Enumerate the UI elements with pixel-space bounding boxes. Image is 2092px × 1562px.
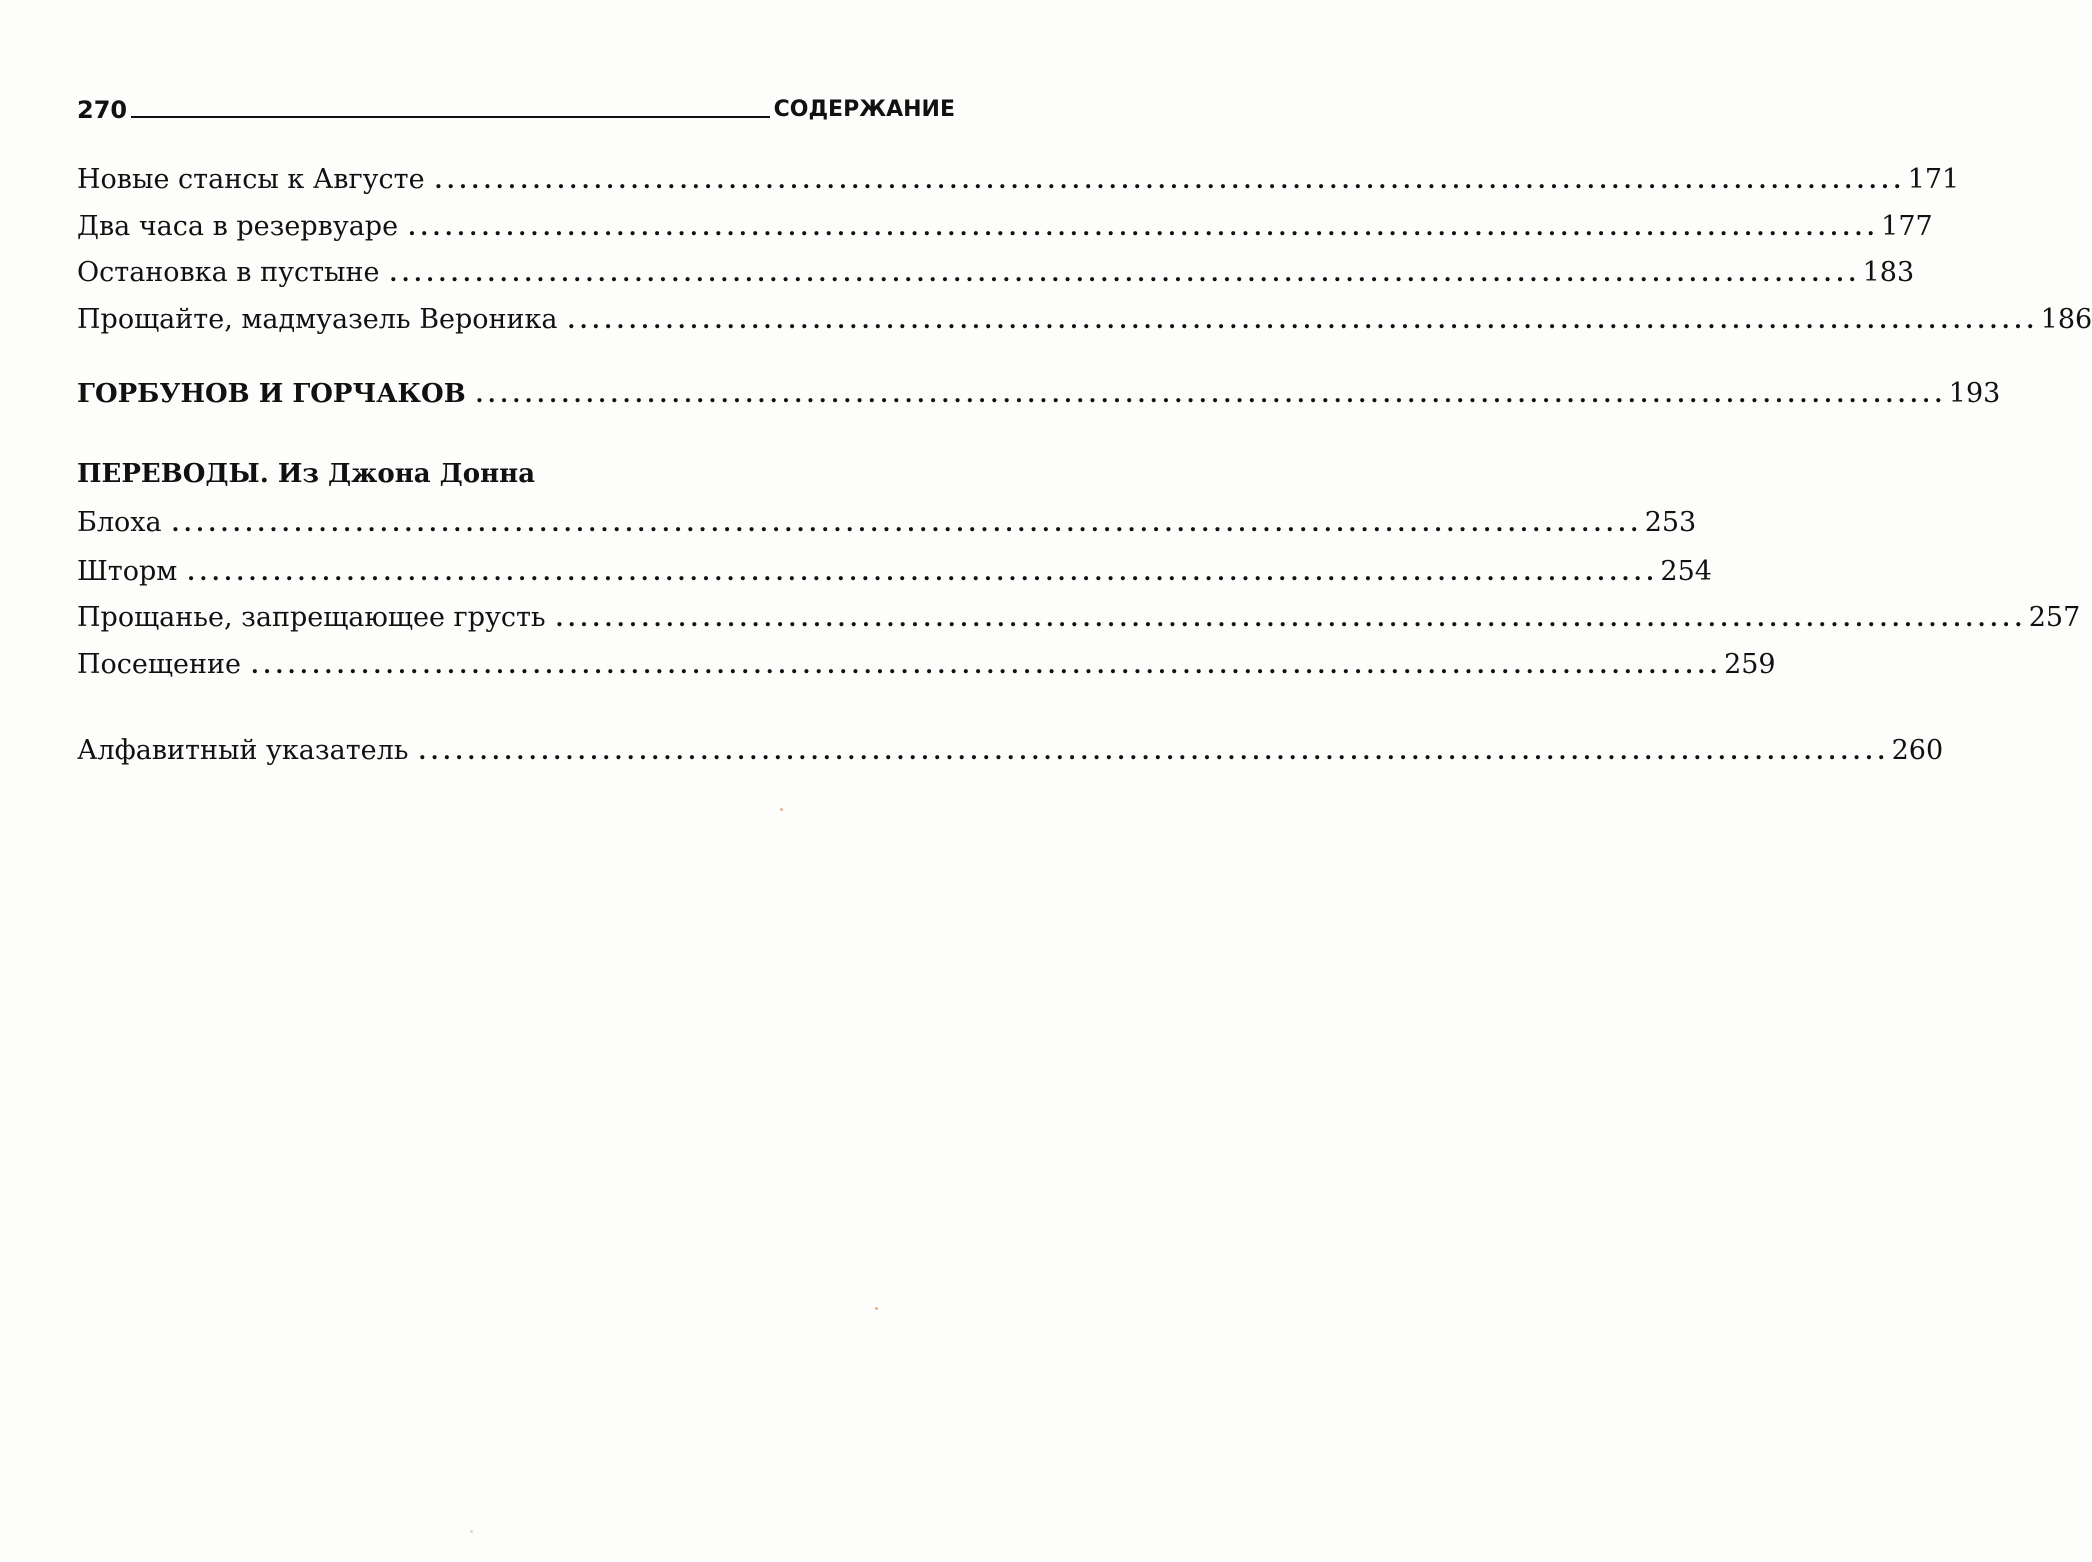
toc-entry <box>77 255 1915 291</box>
toc-entry-page: 254 <box>1660 556 1712 587</box>
page-number: 270 <box>77 96 128 124</box>
toc-entry-page: 193 <box>1948 378 2001 409</box>
toc-entry-title: ГОРБУНОВ И ГОРЧАКОВ <box>77 379 466 409</box>
dot-leader: ........................................................................................................................ <box>408 215 1880 241</box>
dot-leader: ........................................................................................................................ <box>389 261 1861 287</box>
dot-leader: ........................................................................................................................ <box>418 739 1890 765</box>
toc-entry-title: Прощайте, мадмуазель Вероника <box>77 304 558 335</box>
toc-section-entry <box>77 376 2001 412</box>
translations-heading: ПЕРЕВОДЫ. Из Джона Донна <box>77 459 536 489</box>
toc-entry-title: Блоха <box>77 507 162 538</box>
toc-entry-title: Прощанье, запрещающее грусть <box>77 602 546 633</box>
dot-leader: ........................................................................................................................ <box>475 382 1947 408</box>
toc-entry <box>77 647 1776 683</box>
toc-entry-page: 177 <box>1881 211 1933 242</box>
toc-entry-title: Остановка в пустыне <box>77 257 380 288</box>
toc-entry-title: Шторм <box>77 556 178 587</box>
dot-leader: ........................................................................................................................ <box>187 560 1659 586</box>
toc-entry <box>77 505 1697 541</box>
toc-entry-title: Посещение <box>77 649 241 680</box>
toc-entry <box>77 600 2081 636</box>
header-rule <box>131 116 769 118</box>
toc-entry-title: Алфавитный указатель <box>77 735 409 766</box>
toc-entry-index <box>77 733 1944 769</box>
dot-leader: ........................................................................................................................ <box>434 168 1906 194</box>
toc-entry <box>77 302 2092 338</box>
dot-leader: ........................................................................................................................ <box>567 308 2039 334</box>
dot-leader: ........................................................................................................................ <box>171 511 1643 537</box>
dot-leader: ........................................................................................................................ <box>250 653 1723 679</box>
toc-entry-title: Два часа в резервуаре <box>77 211 399 242</box>
dot-leader: ........................................................................................................................ <box>555 606 2027 632</box>
running-header <box>77 84 955 124</box>
toc-entry-page: 257 <box>2028 602 2081 633</box>
toc-entry-page: 186 <box>2040 304 2092 335</box>
toc-entry-page: 260 <box>1891 735 1944 766</box>
toc-entry <box>77 209 1933 245</box>
section-title: СОДЕРЖАНИЕ <box>773 97 955 122</box>
paper-speck <box>875 1307 878 1310</box>
toc-entry-page: 183 <box>1862 257 1915 288</box>
toc-entry-page: 171 <box>1907 164 1960 195</box>
paper-speck <box>780 808 783 811</box>
toc-entry-page: 253 <box>1644 507 1697 538</box>
toc-entry <box>77 162 1960 198</box>
toc-entry <box>77 554 1712 590</box>
paper-speck <box>470 1530 473 1533</box>
toc-entry-title: Новые стансы к Августе <box>77 164 425 195</box>
toc-entry-page: 259 <box>1724 649 1776 680</box>
